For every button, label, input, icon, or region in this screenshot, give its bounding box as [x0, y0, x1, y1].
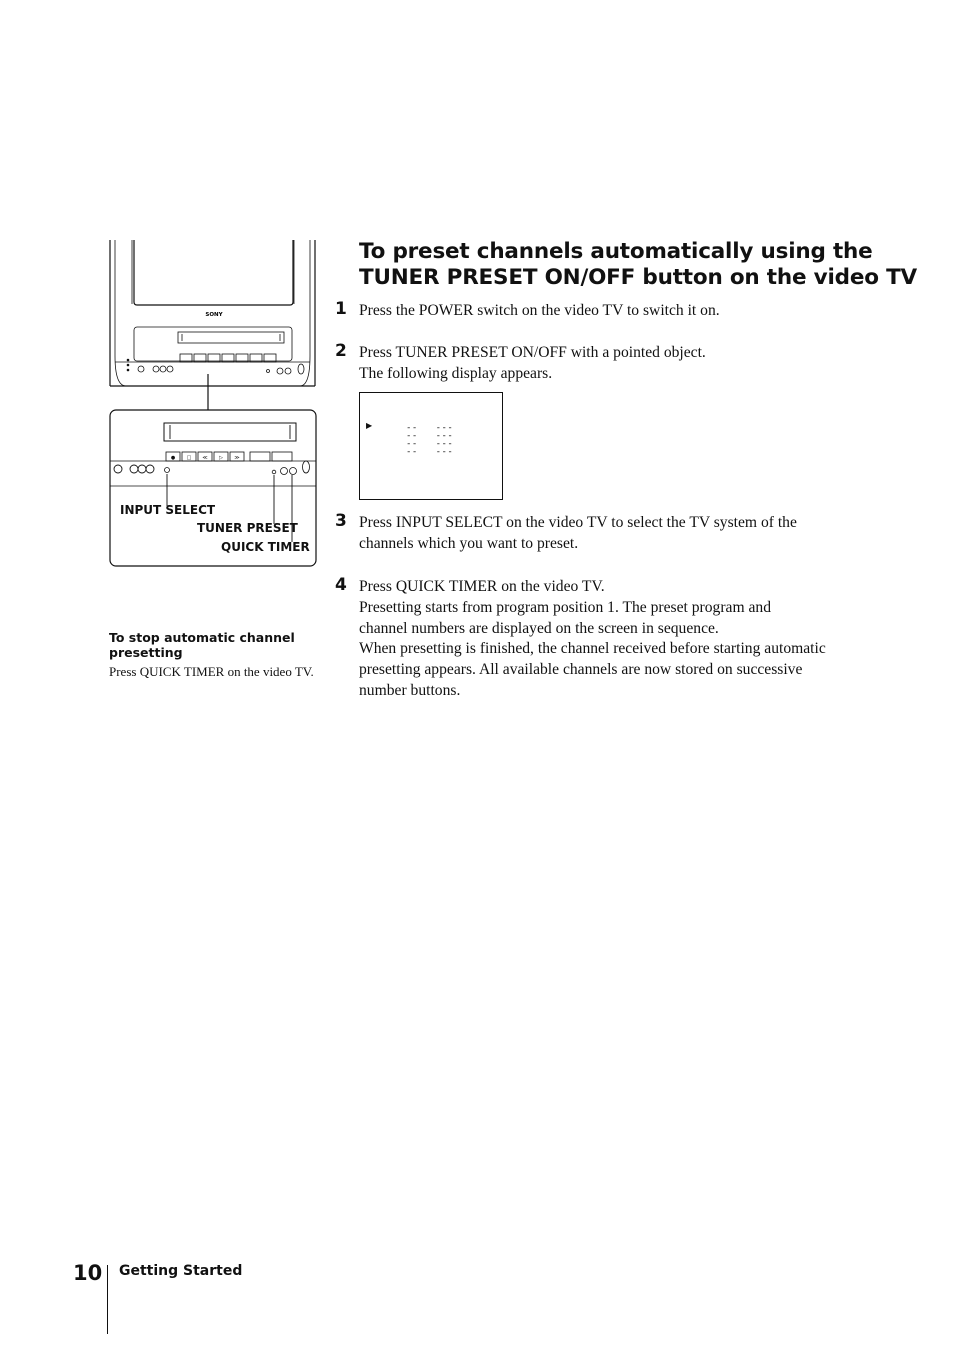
step-2-number: 2 [335, 341, 347, 361]
step-1-number: 1 [335, 299, 347, 319]
step-4-line: Presetting starts from program position 1. The preset program and [359, 598, 771, 616]
footer-divider [107, 1265, 108, 1334]
step-1-text [359, 301, 907, 322]
osd-row: -- --- [406, 447, 454, 457]
callout-input-select: INPUT SELECT [120, 503, 216, 517]
callout-quick-timer: QUICK TIMER [221, 540, 310, 554]
svg-text:▷: ▷ [219, 455, 223, 461]
tv-front-panel [115, 327, 310, 374]
step-3-line: Press INPUT SELECT on the video TV to select the TV system of the [359, 514, 797, 531]
svg-text:●: ● [170, 455, 176, 461]
side-note [109, 630, 319, 679]
note-title: To stop automatic channel presetting [109, 630, 295, 660]
step-4-line: When presetting is finished, the channel received before starting automatic [359, 640, 826, 658]
step-2-line: Press TUNER PRESET ON/OFF with a pointed object. [359, 344, 706, 361]
section-heading [359, 239, 919, 291]
osd-row: -- --- [406, 431, 454, 441]
callout-tuner-preset: TUNER PRESET [197, 521, 298, 535]
brand-logo: SONY [205, 312, 223, 318]
osd-row: -- --- [406, 423, 454, 433]
step-2-line: The following display appears. [359, 364, 553, 382]
svg-text:□: □ [186, 455, 192, 461]
osd-cursor-icon: ▶ [366, 421, 373, 430]
step-1-line: Press the POWER switch on the video TV to switch it on. [359, 302, 720, 319]
svg-text:≪: ≪ [202, 455, 208, 461]
note-body: Press QUICK TIMER on the video TV. [109, 664, 314, 679]
step-3-text [359, 513, 907, 555]
step-3-number: 3 [335, 511, 347, 531]
footer-section-label: Getting Started [119, 1263, 243, 1279]
transport-button-glyphs [171, 455, 240, 461]
heading-line-1: To preset channels automatically using the [359, 239, 873, 264]
step-4-line: Press QUICK TIMER on the video TV. [359, 578, 605, 595]
step-4-line: presetting appears. All available channels are now stored on successive [359, 661, 803, 679]
step-4-number: 4 [335, 575, 347, 595]
step-4-text [359, 577, 907, 702]
on-screen-display [359, 392, 503, 500]
osd-row: -- --- [406, 439, 454, 449]
svg-text:≫: ≫ [234, 455, 240, 461]
heading-line-2: TUNER PRESET ON/OFF button on the video TV [359, 265, 917, 290]
step-2-text [359, 343, 907, 385]
step-4-line: number buttons. [359, 681, 461, 699]
page-number: 10 [73, 1261, 103, 1285]
step-4-line: channel numbers are displayed on the screen in sequence. [359, 619, 719, 637]
step-3-line: channels which you want to preset. [359, 534, 579, 552]
